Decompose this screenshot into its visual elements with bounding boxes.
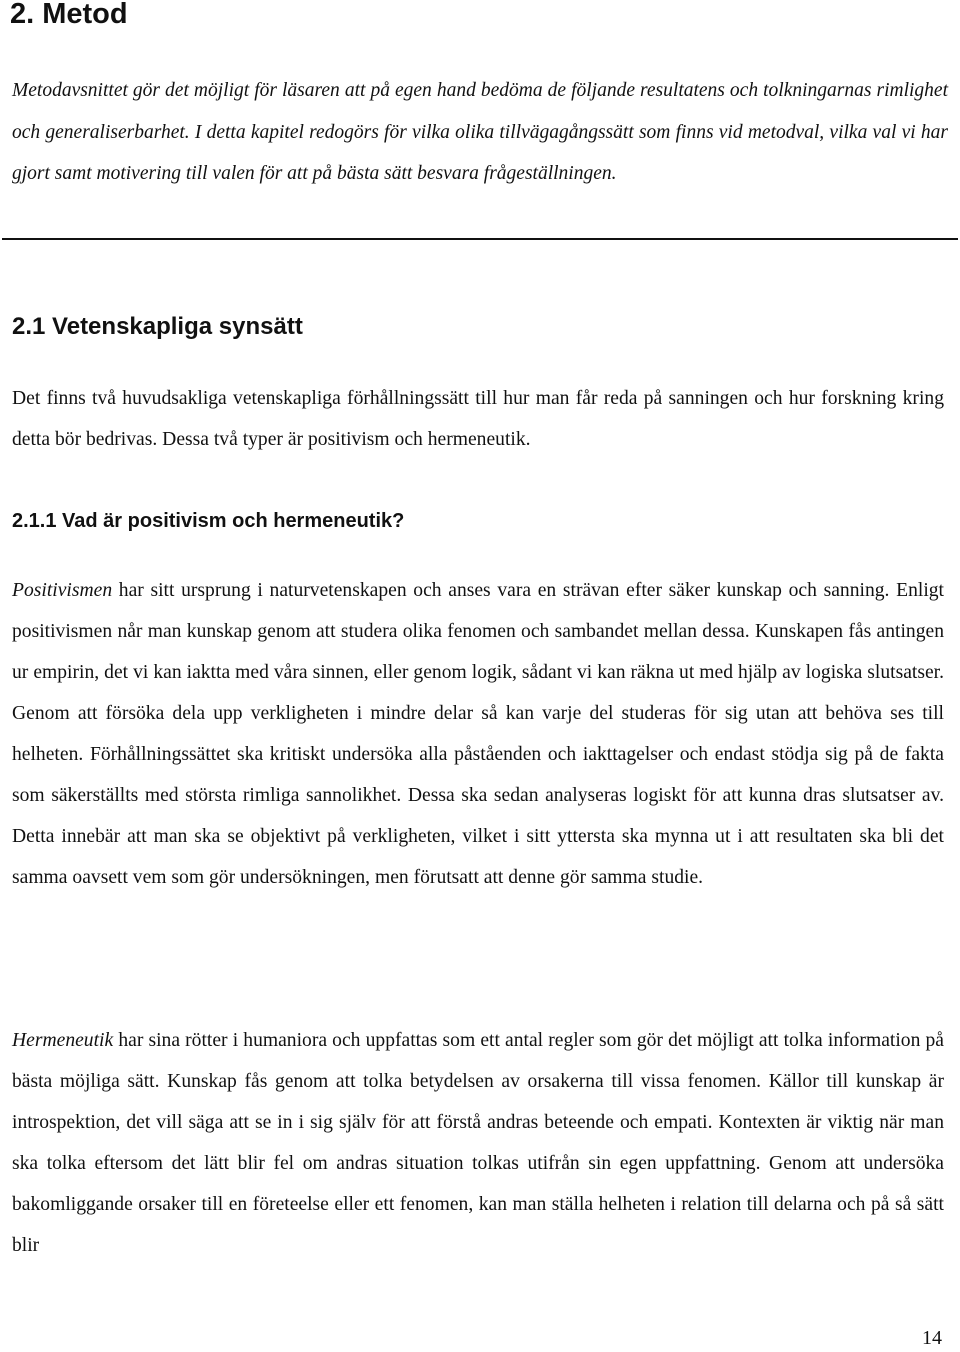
chapter-intro: Metodavsnittet gör det möjligt för läsaren att på egen hand bedöma de följande resultatens och tolkningarnas rimlighet och generaliserbarhet. I detta kapitel redogörs för vilka olika tillvägagångssätt som finns vid metodval, vilka val vi har gjort samt motivering till valen för att på bästa sätt besvara frågeställningen.: [12, 80, 948, 184]
chapter-heading: 2. Metod: [10, 0, 128, 30]
positivism-text: har sitt ursprung i naturvetenskapen och anses vara en strävan efter säker kunskap och sanning. Enligt positivismen når man kunskap genom att studera olika fenomen och sambandet mellan dessa. Kunskapen fås antingen ur empirin, det vi kan iaktta med våra sinnen, eller genom logik, sådant vi kan räkna ut med hjälp av logiska slutsatser. Genom att försöka dela upp verkligheten i mindre delar så kan varje del studeras för sig utan att behöva ses till helheten. Förhållningssättet ska kritiskt undersöka alla påståenden och iakttagelser och endast stödja sig på de fakta som säkerställts med största rimliga sannolikhet. Dessa ska sedan analyseras logiskt för att kunna dras slutsatser av. Detta innebär att man ska se objektivt på verkligheten, vilket i sitt yttersta ska mynna ut i att resultaten ska bli det samma oavsett vem som gör undersökningen, men förutsatt att denne gör samma studie.: [12, 580, 944, 888]
intro-divider: [2, 238, 958, 240]
section-heading: 2.1 Vetenskapliga synsätt: [12, 313, 303, 340]
positivism-paragraph: [12, 570, 944, 898]
section-paragraph: Det finns två huvudsakliga vetenskapliga förhållningssätt till hur man får reda på sanningen och hur forskning kring detta bör bedrivas. Dessa två typer är positivism och hermeneutik.: [12, 388, 944, 450]
page-number: 14: [922, 1327, 942, 1349]
hermeneutik-paragraph: [12, 1020, 944, 1266]
subsection-heading: 2.1.1 Vad är positivism och hermeneutik?: [12, 510, 405, 532]
hermeneutik-term: Hermeneutik: [12, 1030, 114, 1051]
hermeneutik-text: har sina rötter i humaniora och uppfattas som ett antal regler som gör det möjligt att tolka information på bästa möjliga sätt. Kunskap fås genom att tolka betydelsen av orsakerna till vissa fenomen. Källor till kunskap är introspektion, det vill säga att se in i sig själv för att förstå andras beteende och empati. Kontexten är viktig när man ska tolka eftersom det lätt blir fel om andras situation tolkas utifrån sin egen uppfattning. Genom att undersöka bakomliggande orsaker till en företeelse eller ett fenomen, kan man ställa helheten i relation till delarna och på så sätt blir: [12, 1030, 944, 1256]
positivism-term: Positivismen: [12, 580, 113, 601]
